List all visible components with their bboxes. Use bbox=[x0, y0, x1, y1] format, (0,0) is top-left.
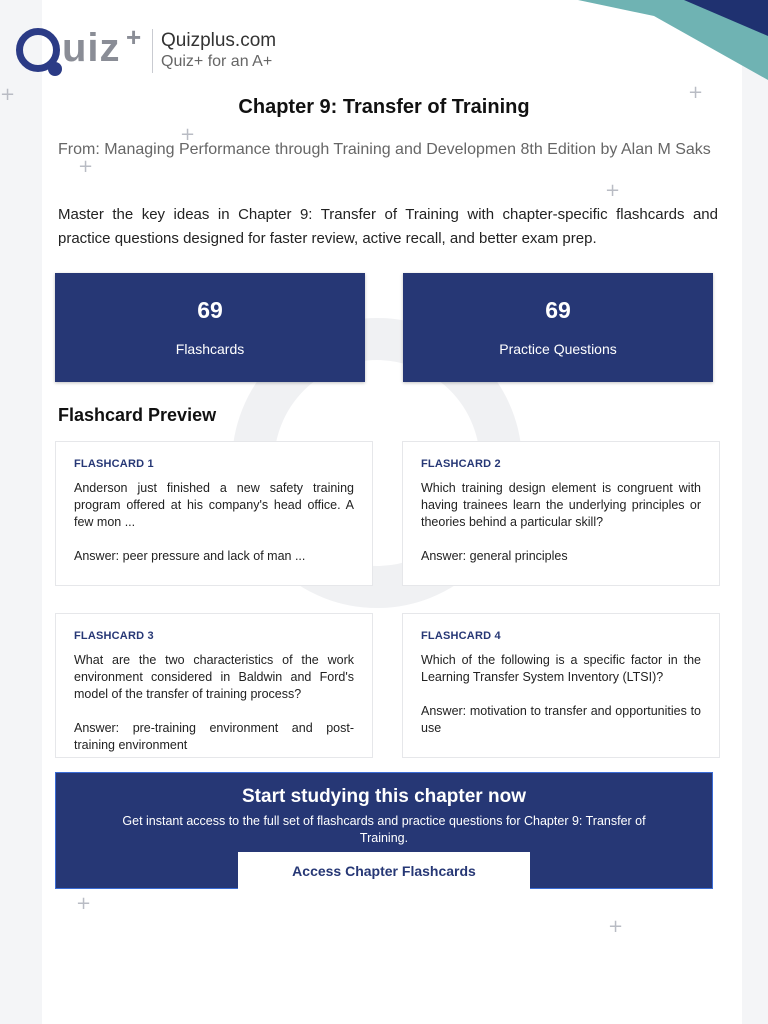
cta-title: Start studying this chapter now bbox=[242, 786, 526, 807]
practice-questions-count-box[interactable] bbox=[403, 273, 713, 382]
logo-letters: uiz bbox=[62, 26, 121, 70]
access-flashcards-button[interactable]: Access Chapter Flashcards bbox=[238, 852, 530, 889]
flashcard-4[interactable] bbox=[402, 613, 720, 758]
flashcard-answer: Answer: pre-training environment and post-training environment bbox=[74, 721, 354, 752]
practice-questions-count: 69 bbox=[545, 297, 571, 323]
plus-decoration-icon: + bbox=[76, 893, 92, 914]
logo-plus: + bbox=[126, 22, 142, 52]
flashcard-label: FLASHCARD 1 bbox=[74, 458, 154, 470]
logo-divider bbox=[152, 29, 153, 73]
plus-decoration-icon: + bbox=[0, 84, 16, 105]
flashcards-count-box[interactable] bbox=[55, 273, 365, 382]
flashcard-label: FLASHCARD 4 bbox=[421, 630, 501, 642]
flashcard-question: What are the two characteristics of the work environment considered in Baldwin and Ford's model of the transfer of training process? bbox=[74, 653, 354, 701]
flashcard-label: FLASHCARD 3 bbox=[74, 630, 154, 642]
plus-decoration-icon: + bbox=[608, 916, 624, 937]
chapter-description: Master the key ideas in Chapter 9: Transfer of Training with chapter-specific flashcards and practice questions designed for faster review, active recall, and better exam prep. bbox=[58, 206, 718, 247]
plus-decoration-icon: + bbox=[78, 156, 94, 177]
plus-decoration-icon: + bbox=[180, 124, 196, 145]
flashcard-preview-heading: Flashcard Preview bbox=[58, 405, 217, 425]
site-name: Quizplus.com bbox=[161, 30, 277, 51]
source-book: From: Managing Performance through Training and Developmen 8th Edition by Alan M Saks bbox=[58, 141, 711, 158]
practice-questions-label: Practice Questions bbox=[499, 341, 617, 357]
cta-subtitle: Get instant access to the full set of flashcards and practice questions for Chapter 9: Transfer of Training. bbox=[122, 814, 646, 845]
flashcard-answer: Answer: general principles bbox=[421, 549, 568, 563]
quiz-logo-icon bbox=[16, 22, 146, 76]
site-logo[interactable] bbox=[16, 22, 277, 76]
flashcard-2[interactable] bbox=[402, 441, 720, 586]
flashcard-answer: Answer: peer pressure and lack of man ... bbox=[74, 549, 306, 563]
flashcard-question: Which training design element is congruent with having trainees learn the underlying principles or theories behind a particular skill? bbox=[421, 481, 701, 529]
flashcards-count: 69 bbox=[197, 297, 223, 323]
site-tagline: Quiz+ for an A+ bbox=[161, 53, 273, 70]
page-title: Chapter 9: Transfer of Training bbox=[238, 96, 530, 118]
study-cta-banner bbox=[55, 772, 713, 889]
plus-decoration-icon: + bbox=[688, 82, 704, 103]
flashcard-1[interactable] bbox=[55, 441, 373, 586]
flashcard-question: Which of the following is a specific factor in the Learning Transfer System Inventory (LTSI)? bbox=[421, 653, 701, 684]
flashcard-answer: Answer: motivation to transfer and opportunities to use bbox=[421, 704, 701, 735]
flashcard-question: Anderson just finished a new safety training program offered at his company's head office. A few mon ... bbox=[74, 481, 354, 529]
logo-q-dot bbox=[48, 62, 62, 76]
logo-text bbox=[161, 30, 276, 72]
flashcard-3[interactable] bbox=[55, 613, 373, 758]
flashcard-label: FLASHCARD 2 bbox=[421, 458, 501, 470]
flashcards-label: Flashcards bbox=[175, 341, 245, 357]
plus-decoration-icon: + bbox=[605, 180, 621, 201]
